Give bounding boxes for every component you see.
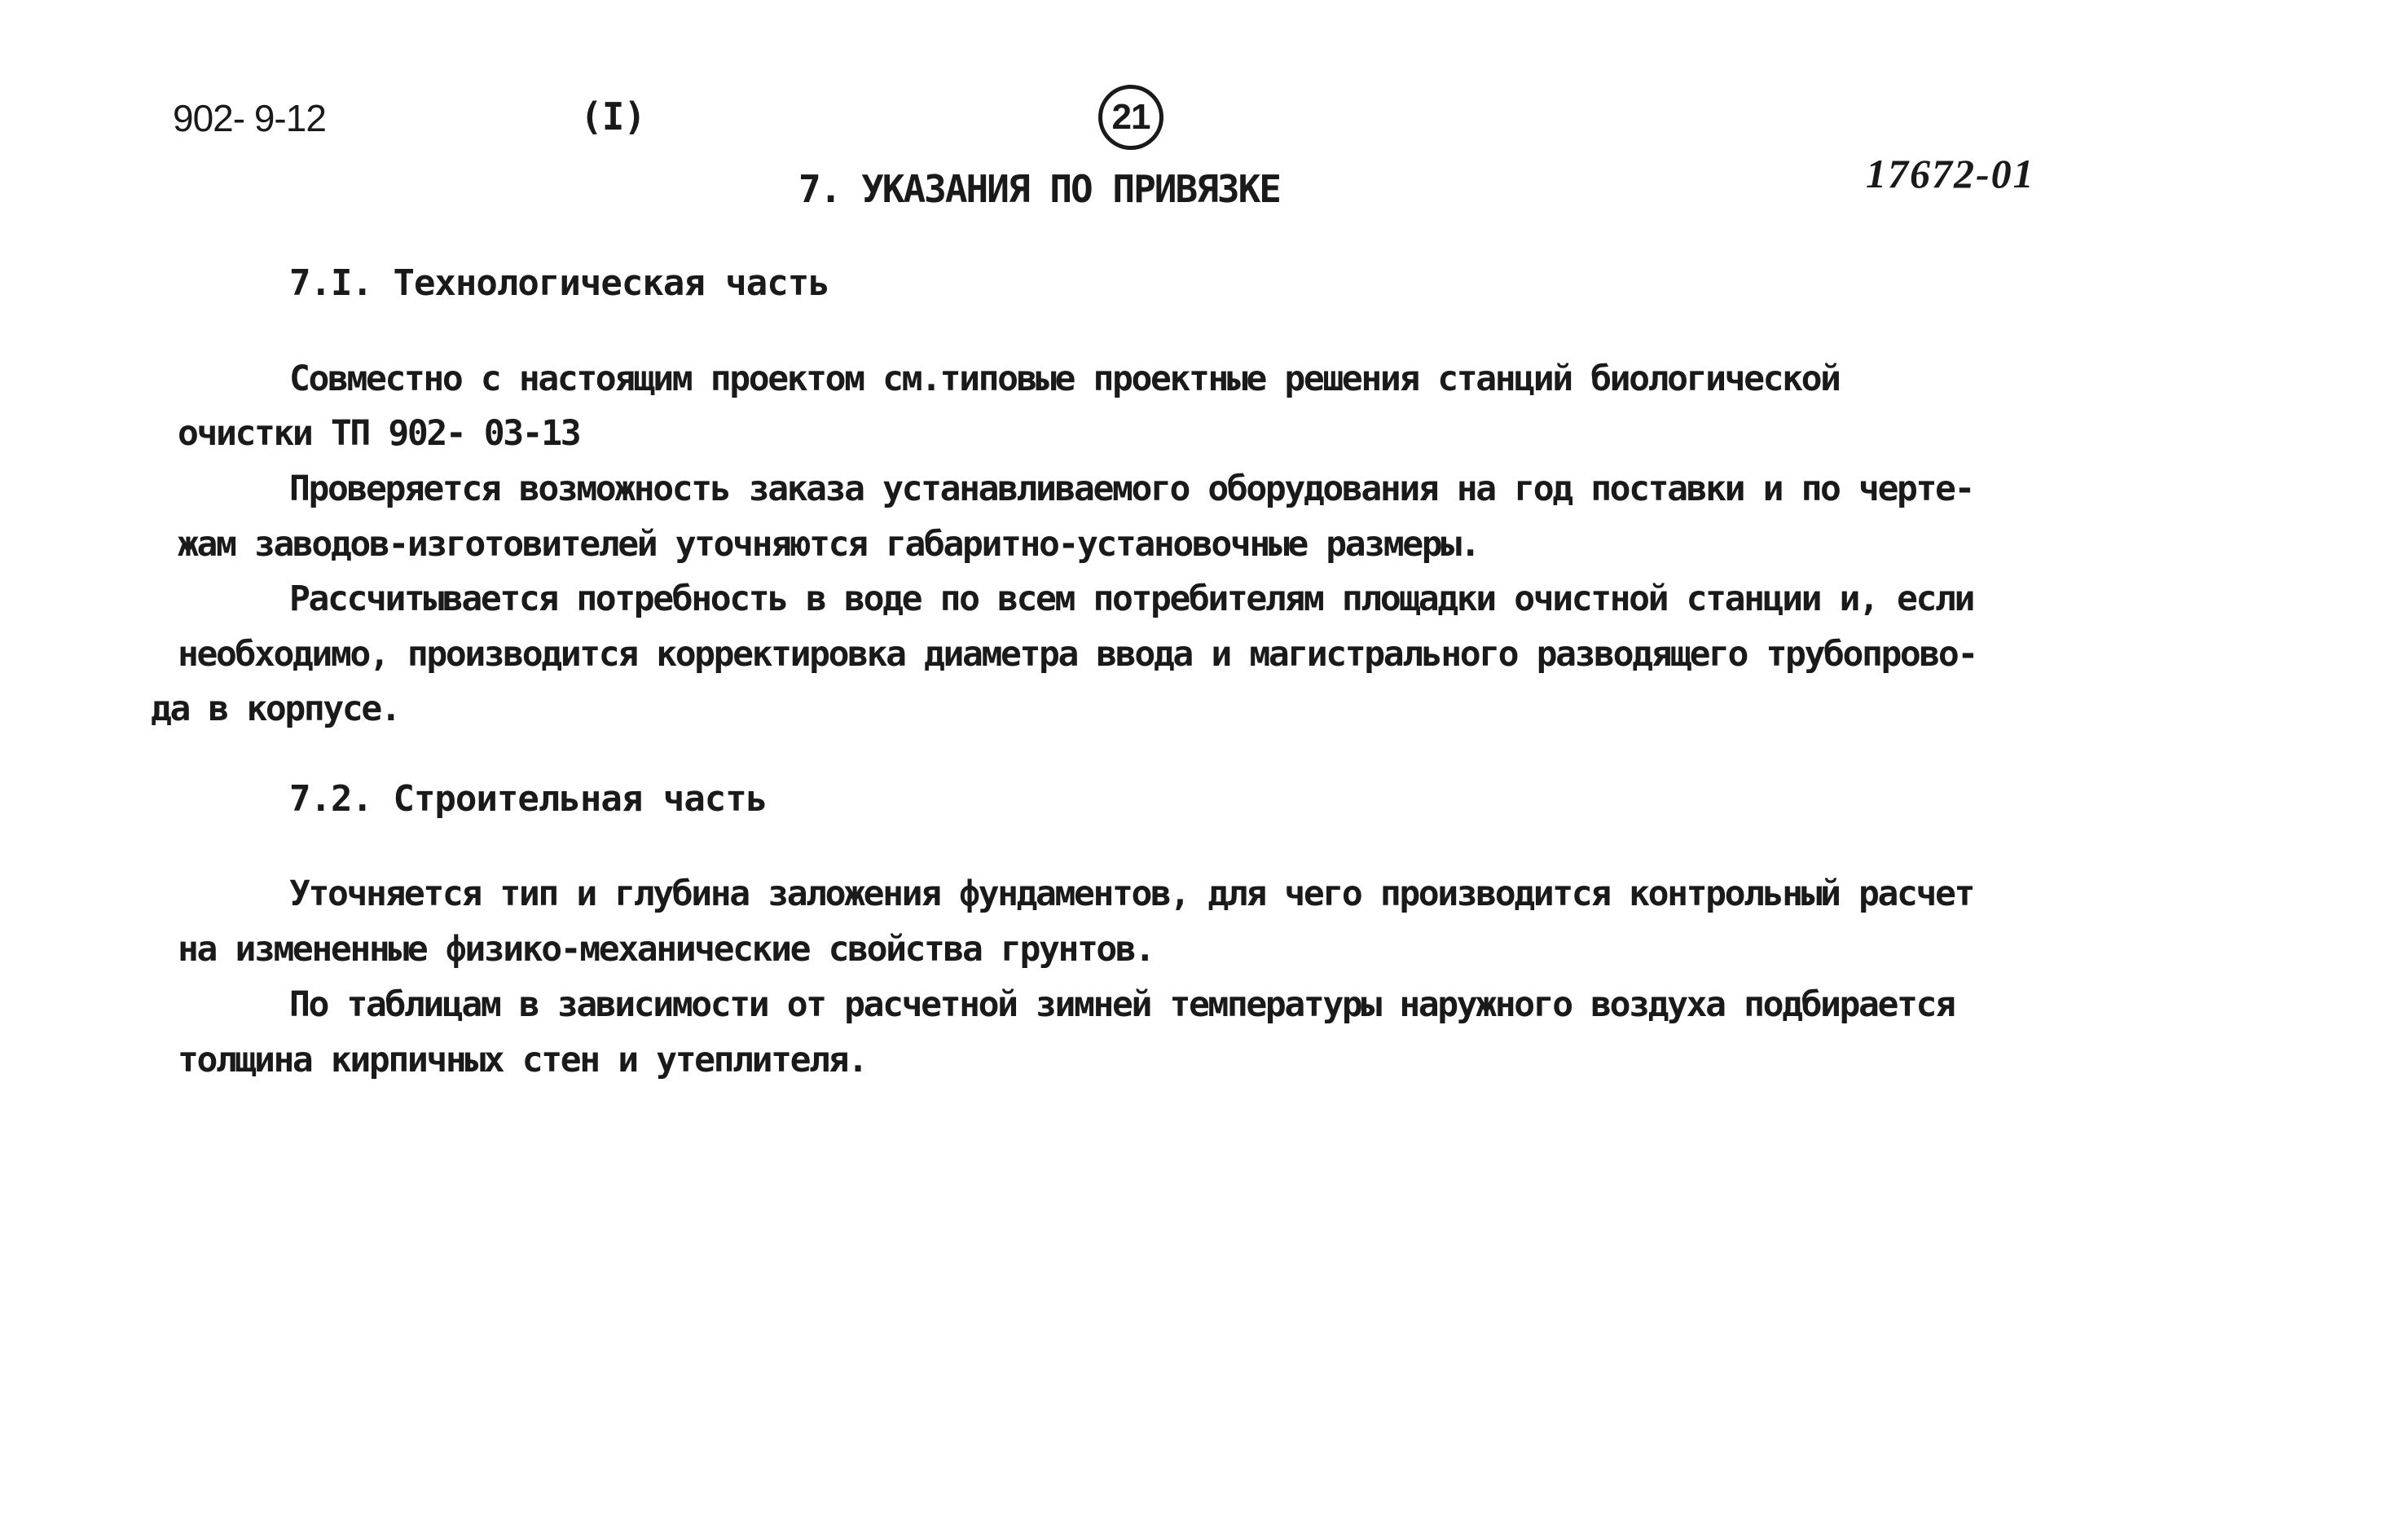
text-line: Уточняется тип и глубина заложения фундаментов, для чего производится контрольный расчет xyxy=(289,873,1973,914)
page-number: 21 xyxy=(1098,85,1163,150)
document-code: 902- 9-12 xyxy=(173,97,326,139)
part-number: (I) xyxy=(580,95,646,139)
text-line: да в корпусе. xyxy=(151,689,400,729)
section-title: 7. УКАЗАНИЯ ПО ПРИВЯЗКЕ xyxy=(798,167,1280,211)
text-line: По таблицам в зависимости от расчетной зимней температуры наружного воздуха подбирается xyxy=(289,984,1955,1025)
text-line: необходимо, производится корректировка диаметра ввода и магистрального разводящего трубопрово- xyxy=(178,634,1977,675)
subsection-heading-construction: 7.2. Строительная часть xyxy=(289,778,768,820)
text-line: на измененные физико-механические свойства грунтов. xyxy=(178,929,1154,970)
text-line: очистки ТП 902- 03-13 xyxy=(178,413,580,454)
text-line: Проверяется возможность заказа устанавливаемого оборудования на год поставки и по черте- xyxy=(289,469,1973,509)
text-line: жам заводов-изготовителей уточняются габаритно-установочные размеры. xyxy=(178,524,1480,565)
text-line: толщина кирпичных стен и утеплителя. xyxy=(178,1040,867,1080)
archive-number: 17672-01 xyxy=(1866,151,2035,196)
text-line: Совместно с настоящим проектом см.типовые проектные решения станций биологической xyxy=(289,359,1840,399)
subsection-heading-technological: 7.I. Технологическая часть xyxy=(289,262,829,304)
text-line: Рассчитывается потребность в воде по всем потребителям площадки очистной станции и, если xyxy=(289,579,1973,619)
